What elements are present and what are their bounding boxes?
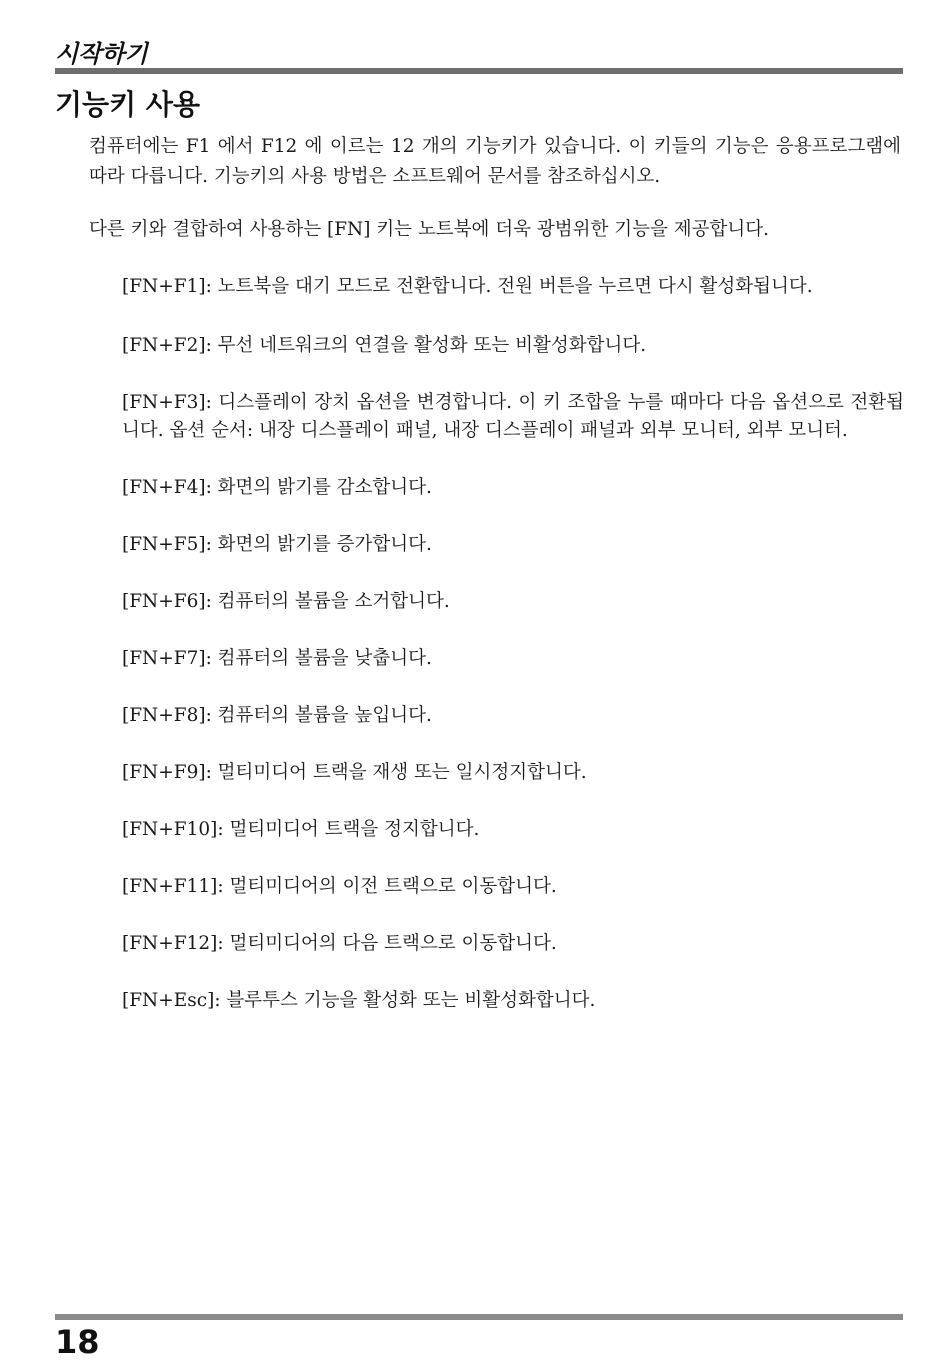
- key-item-fn-f5: [FN+F5]: 화면의 밝기를 증가합니다.: [122, 534, 432, 555]
- key-item-fn-f6: [FN+F6]: 컴퓨터의 볼륨을 소거합니다.: [122, 591, 450, 612]
- key-item-fn-f10: [FN+F10]: 멀티미디어 트랙을 정지합니다.: [122, 819, 480, 840]
- section-label: 시작하기: [55, 40, 148, 68]
- key-item-fn-f3: [FN+F3]: 디스플레이 장치 옵션을 변경합니다. 이 키 조합을 누를 때마다 다음 옵션으로 전환됩니다. 옵션 순서: 내장 디스플레이 패널, 내장 디스플레이 패널과 외부 모니터, 외부 모니터.: [122, 392, 904, 441]
- key-item-fn-f2: [FN+F2]: 무선 네트워크의 연결을 활성화 또는 비활성화합니다.: [122, 335, 647, 356]
- key-item-fn-f8: [FN+F8]: 컴퓨터의 볼륨을 높입니다.: [122, 705, 432, 726]
- intro-paragraph: 컴퓨터에는 F1 에서 F12 에 이르는 12 개의 기능키가 있습니다. 이 키들의 기능은 응용프로그램에 따라 다릅니다. 기능키의 사용 방법은 소프트웨어 문서를 참조하십시오.: [89, 136, 901, 187]
- footer-rule: [55, 1314, 903, 1320]
- key-item-fn-f9: [FN+F9]: 멀티미디어 트랙을 재생 또는 일시정지합니다.: [122, 762, 587, 783]
- function-key-list: [122, 273, 904, 1015]
- key-item-fn-f12: [FN+F12]: 멀티미디어의 다음 트랙으로 이동합니다.: [122, 933, 557, 954]
- key-item-fn-f1: [FN+F1]: 노트북을 대기 모드로 전환합니다. 전원 버튼을 누르면 다시 활성화됩니다.: [122, 276, 813, 297]
- key-item-fn-esc: [FN+Esc]: 블루투스 기능을 활성화 또는 비활성화합니다.: [122, 990, 596, 1011]
- fn-key-paragraph: 다른 키와 결합하여 사용하는 [FN] 키는 노트북에 더욱 광범위한 기능을 제공합니다.: [89, 219, 770, 240]
- key-item-fn-f11: [FN+F11]: 멀티미디어의 이전 트랙으로 이동합니다.: [122, 876, 557, 897]
- page-number: 18: [55, 1323, 100, 1361]
- key-item-fn-f4: [FN+F4]: 화면의 밝기를 감소합니다.: [122, 477, 432, 498]
- header-rule: [55, 68, 903, 74]
- page-heading: 기능키 사용: [55, 88, 200, 121]
- key-item-fn-f7: [FN+F7]: 컴퓨터의 볼륨을 낮춥니다.: [122, 648, 432, 669]
